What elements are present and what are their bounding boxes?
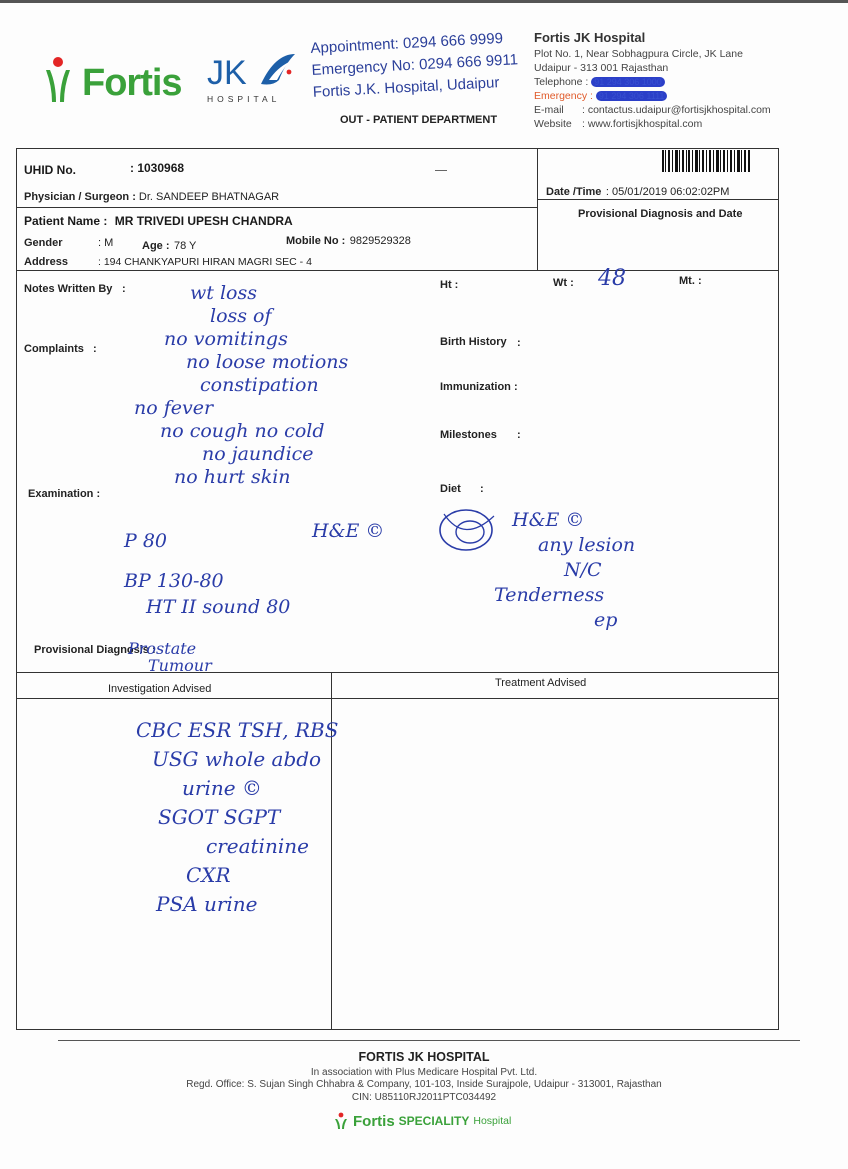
uhid-label: UHID No. — [24, 163, 76, 177]
gender-value: : M — [98, 237, 114, 249]
complaints-handwriting — [134, 282, 440, 489]
address-line-1: Plot No. 1, Near Sobhagpura Circle, JK Lane — [534, 48, 743, 60]
footer-brand — [333, 1112, 511, 1130]
barcode — [662, 150, 750, 172]
address-value: : 194 CHANKYAPURI HIRAN MAGRI SEC - 4 — [98, 256, 312, 268]
hw-line: Tumour — [148, 656, 212, 675]
stamp-line-emergency: Emergency No: 0294 666 9911 — [311, 51, 519, 79]
address-line-2: Udaipur - 313 001 Rajasthan — [534, 62, 669, 74]
hw-line: loss of — [210, 305, 272, 327]
email-row — [534, 103, 834, 117]
hw-line: no hurt skin — [174, 466, 291, 488]
hw-line: Tenderness — [494, 584, 605, 606]
diet-label: Diet — [440, 483, 461, 495]
height-label: Ht : — [440, 279, 459, 291]
fortis-logo — [42, 56, 192, 113]
physician-row — [24, 191, 279, 203]
footer-brand-fortis: Fortis — [353, 1112, 395, 1130]
hw-line: H&E © — [512, 509, 585, 531]
immunization-label: Immunization : — [440, 381, 518, 393]
hospital-contact-block — [534, 30, 834, 131]
weight-value: 48 — [598, 266, 626, 291]
mobile-row — [286, 231, 411, 249]
email-label: E-mail — [534, 104, 564, 116]
examination-label: Examination : — [28, 488, 101, 500]
birth-history-colon: : — [517, 337, 521, 349]
hw-line: no vomitings — [164, 328, 288, 350]
datetime-label: Date /Time — [546, 186, 602, 198]
prov-diagnosis-handwriting — [128, 640, 212, 674]
diet-colon: : — [480, 483, 484, 495]
hw-line: PSA urine — [156, 892, 258, 916]
prov-diagnosis-label: Provisional Diagnosis : — [34, 644, 156, 656]
hw-line: BP 130-80 — [124, 570, 224, 592]
milestones-label: Milestones — [440, 429, 497, 441]
gender-label: Gender — [24, 237, 63, 249]
website-label: Website — [534, 118, 572, 130]
emergency-label: Emergency : — [534, 90, 593, 102]
hw-line: no loose motions — [186, 351, 349, 373]
prov-diag-date-label: Provisional Diagnosis and Date — [578, 208, 743, 220]
datetime-row — [546, 182, 729, 200]
notes-label: Notes Written By — [24, 283, 113, 295]
hospital-name: Fortis JK Hospital — [534, 30, 646, 45]
stamp-line-hospital: Fortis J.K. Hospital, Udaipur — [312, 74, 500, 101]
hw-line: no fever — [134, 397, 214, 419]
age-row — [142, 236, 196, 254]
investigation-header: Investigation Advised — [108, 683, 212, 695]
hw-line: CBC ESR TSH, RBS — [136, 718, 339, 742]
website-row — [534, 117, 834, 131]
stray-mark — [435, 170, 447, 171]
footer-association: In association with Plus Medicare Hospital Pvt. Ltd. — [310, 1067, 538, 1078]
patient-row — [24, 214, 293, 228]
jk-hospital-logo — [205, 50, 300, 106]
exam-handwriting — [124, 528, 290, 620]
jk-logo-text: JK — [207, 54, 247, 92]
milestones-colon: : — [517, 429, 521, 441]
footer-brand-hospital: Hospital — [473, 1115, 512, 1127]
telephone-value-redacted: 91 294 306 1000 — [591, 77, 665, 87]
address-label: Address — [24, 256, 69, 268]
mobile-label: Mobile No : — [286, 235, 346, 247]
email-value[interactable]: : contactus.udaipur@fortisjkhospital.com — [582, 104, 771, 116]
footer-title: FORTIS JK HOSPITAL — [358, 1050, 490, 1064]
divider — [16, 207, 538, 208]
footer-brand-speciality: SPECIALITY — [398, 1114, 470, 1128]
scan-edge — [0, 0, 848, 3]
department-title: OUT - PATIENT DEPARTMENT — [340, 114, 498, 126]
mobile-value: 9829529328 — [349, 235, 411, 247]
website-value[interactable]: : www.fortisjkhospital.com — [582, 118, 703, 130]
hw-line: HT II sound 80 — [146, 596, 291, 618]
treatment-header: Treatment Advised — [495, 677, 587, 689]
appointment-stamp — [310, 27, 520, 104]
birth-history-label: Birth History — [440, 336, 507, 348]
footer-rule — [58, 1040, 800, 1041]
telephone-row — [534, 75, 834, 89]
hw-line: creatinine — [206, 834, 309, 858]
emergency-row — [534, 89, 834, 103]
hw-line: USG whole abdo — [152, 747, 322, 771]
divider — [16, 698, 779, 699]
divider — [537, 148, 538, 271]
footer-registered-office: Regd. Office: S. Sujan Singh Chhabra & Company, 101-103, Inside Surajpole, Udaipur - 313001, Rajasthan — [186, 1079, 662, 1090]
hw-line: ep — [594, 609, 618, 631]
hw-line: no cough no cold — [160, 420, 325, 442]
patient-label: Patient Name : — [24, 214, 108, 228]
hw-line: Prostate — [128, 639, 197, 658]
hw-line: urine © — [182, 776, 262, 800]
divider — [16, 270, 779, 271]
hw-line: no jaundice — [202, 443, 314, 465]
hw-line: any lesion — [538, 534, 636, 556]
mt-label: Mt. : — [679, 275, 702, 287]
patient-value: MR TRIVEDI UPESH CHANDRA — [114, 214, 293, 228]
uhid-value: : 1030968 — [130, 161, 185, 175]
hw-line: constipation — [200, 374, 319, 396]
hw-line: P 80 — [124, 530, 168, 552]
datetime-value: : 05/01/2019 06:02:02PM — [605, 186, 730, 198]
exam-mid-handwriting: H&E © — [312, 520, 385, 542]
emergency-value-redacted: 91 294 306 1111 — [596, 91, 668, 101]
complaints-colon: : — [93, 343, 97, 355]
fortis-logo-text: Fortis — [82, 62, 182, 104]
telephone-label: Telephone : — [534, 76, 589, 88]
weight-label: Wt : — [553, 277, 574, 289]
age-label: Age : — [142, 240, 170, 252]
complaints-label: Complaints — [24, 343, 84, 355]
hw-line: wt loss — [190, 282, 257, 304]
hw-line: CXR — [186, 863, 231, 887]
jk-logo-subtitle: HOSPITAL — [207, 94, 281, 104]
diet-handwriting — [490, 508, 730, 633]
hw-line: N/C — [564, 559, 602, 581]
investigations-handwriting — [136, 716, 376, 919]
stamp-line-appointment: Appointment: 0294 666 9999 — [310, 29, 504, 57]
jk-swoosh-icon — [255, 50, 299, 90]
physician-label: Physician / Surgeon : — [24, 191, 136, 203]
footer-cin: CIN: U85110RJ2011PTC034492 — [351, 1092, 497, 1103]
physician-value: Dr. SANDEEP BHATNAGAR — [138, 191, 280, 203]
age-value: 78 Y — [173, 240, 197, 252]
fortis-small-icon — [333, 1112, 349, 1130]
notes-colon: : — [122, 283, 126, 295]
hw-line: SGOT SGPT — [158, 805, 281, 829]
